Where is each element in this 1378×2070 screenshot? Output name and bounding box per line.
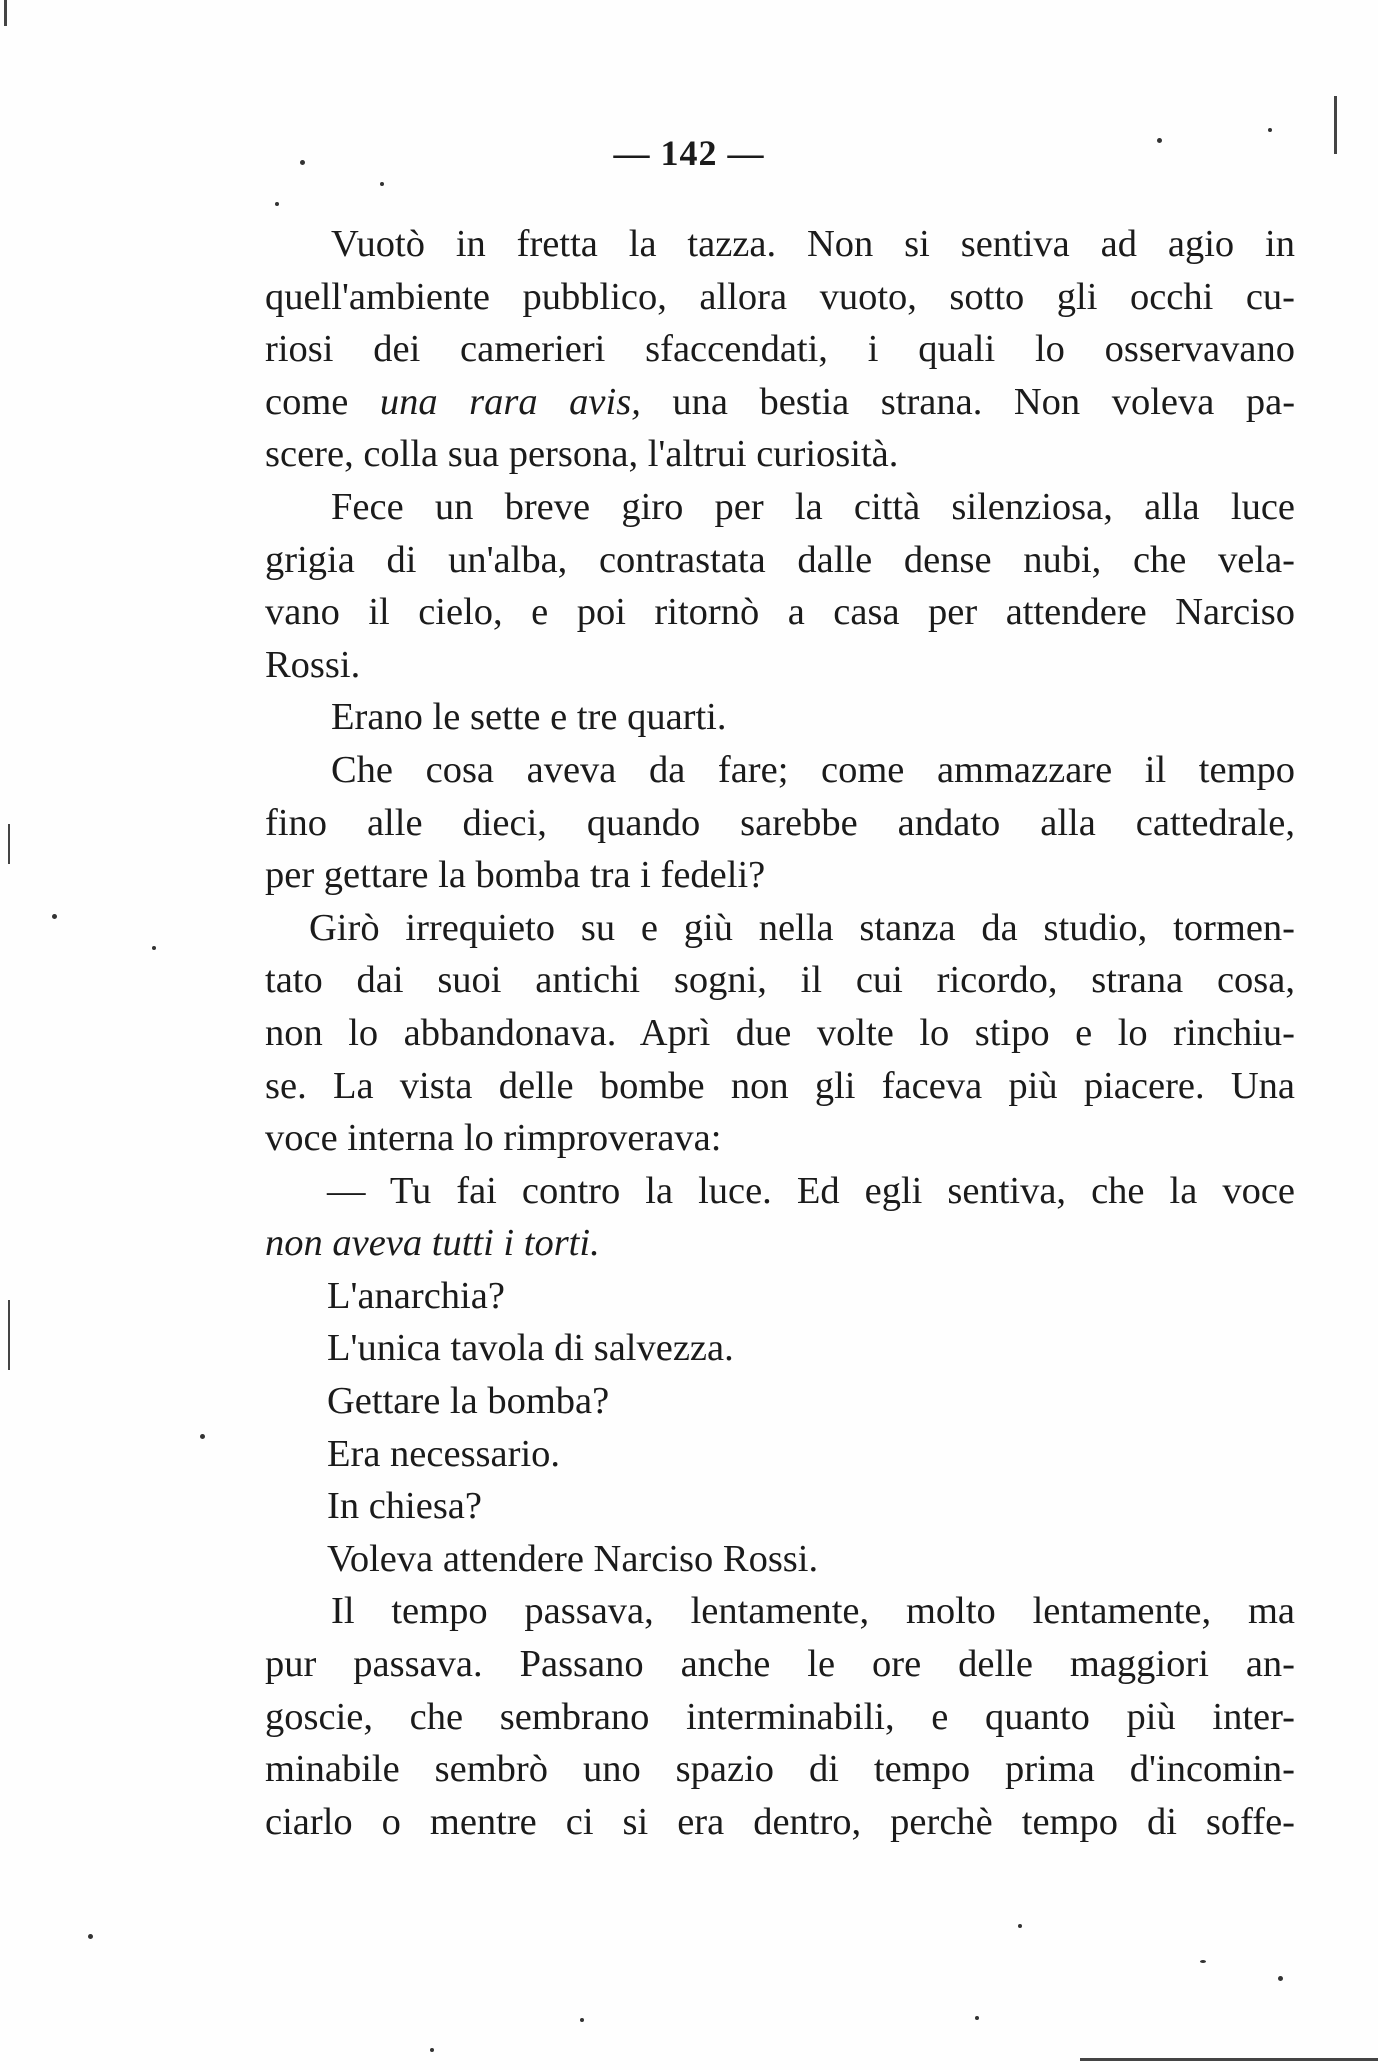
scan-artifact: [200, 1434, 205, 1439]
text-line: non lo abbandonava. Aprì due volte lo stipo e lo rinchiu-: [265, 1011, 1295, 1054]
scan-artifact: [1268, 128, 1272, 132]
text-line: riosi dei camerieri sfaccendati, i quali lo osservavano: [265, 328, 1295, 371]
scan-artifact: [52, 914, 57, 919]
italic-phrase: non aveva tutti i torti.: [265, 1222, 600, 1265]
scan-artifact: [8, 1300, 10, 1370]
text-line: Voleva attendere Narciso Rossi.: [327, 1537, 819, 1580]
scan-artifact: [1334, 96, 1337, 154]
scan-artifact: [8, 824, 10, 864]
text-line: In chiesa?: [327, 1485, 482, 1528]
text-line: Erano le sette e tre quarti.: [331, 696, 727, 739]
body-text: [265, 218, 1295, 1848]
text-line: per gettare la bomba tra i fedeli?: [265, 854, 766, 897]
text-line: Vuotò in fretta la tazza. Non si sentiva ad agio in: [331, 223, 1295, 265]
scan-artifact: [1278, 1976, 1283, 1981]
text-line: [265, 376, 1295, 429]
text-line: L'anarchia?: [327, 1274, 505, 1317]
scan-artifact: [380, 182, 384, 186]
text-line: voce interna lo rimproverava:: [265, 1117, 722, 1160]
text-line: se. La vista delle bombe non gli faceva più piacere. Una: [265, 1064, 1295, 1107]
scan-artifact: [430, 2048, 434, 2052]
scan-artifact: [975, 2016, 979, 2020]
text-line: L'unica tavola di salvezza.: [327, 1327, 734, 1370]
text-line: Era necessario.: [327, 1432, 561, 1475]
text-line: Girò irrequieto su e giù nella stanza da studio, tormen-: [309, 906, 1295, 949]
italic-phrase: una rara avis,: [379, 380, 641, 423]
text-line: fino alle dieci, quando sarebbe andato alla cattedrale,: [265, 801, 1295, 844]
scan-artifact: [1080, 2058, 1378, 2061]
scan-artifact: [1200, 1960, 1206, 1963]
scan-artifact: [88, 1934, 93, 1939]
scan-artifact: [1157, 138, 1162, 143]
text-fragment: come: [265, 380, 380, 423]
text-line: Rossi.: [265, 643, 361, 686]
text-line: vano il cielo, e poi ritornò a casa per attendere Narciso: [265, 591, 1295, 634]
text-line: minabile sembrò uno spazio di tempo prima d'incomin-: [265, 1748, 1295, 1791]
scan-artifact: [275, 202, 279, 206]
text-line: Gettare la bomba?: [327, 1380, 610, 1423]
text-fragment: una bestia strana. Non voleva pa-: [640, 380, 1296, 423]
scan-artifact: [300, 160, 305, 165]
text-line: pur passava. Passano anche le ore delle maggiori an-: [265, 1643, 1295, 1686]
text-line: tato dai suoi antichi sogni, il cui ricordo, strana cosa,: [265, 959, 1295, 1002]
page-number: — 142 —: [613, 133, 765, 173]
text-line: [265, 1217, 1295, 1270]
text-line: grigia di un'alba, contrastata dalle dense nubi, che vela-: [265, 538, 1295, 581]
text-line: Il tempo passava, lentamente, molto lentamente, ma: [331, 1590, 1295, 1633]
text-line: quell'ambiente pubblico, allora vuoto, sotto gli occhi cu-: [265, 275, 1295, 318]
scan-artifact: [1018, 1924, 1022, 1928]
text-line: Fece un breve giro per la città silenziosa, alla luce: [331, 485, 1295, 528]
text-line: scere, colla sua persona, l'altrui curiosità.: [265, 433, 899, 476]
text-line: Che cosa aveva da fare; come ammazzare il tempo: [331, 748, 1295, 791]
text-line: ciarlo o mentre ci si era dentro, perchè tempo di soffe-: [265, 1800, 1295, 1843]
scan-artifact: [4, 0, 7, 26]
text-line: — Tu fai contro la luce. Ed egli sentiva, che la voce: [327, 1169, 1295, 1212]
scan-artifact: [152, 946, 156, 950]
text-line: goscie, che sembrano interminabili, e quanto più inter-: [265, 1695, 1295, 1738]
scan-artifact: [580, 2018, 584, 2022]
